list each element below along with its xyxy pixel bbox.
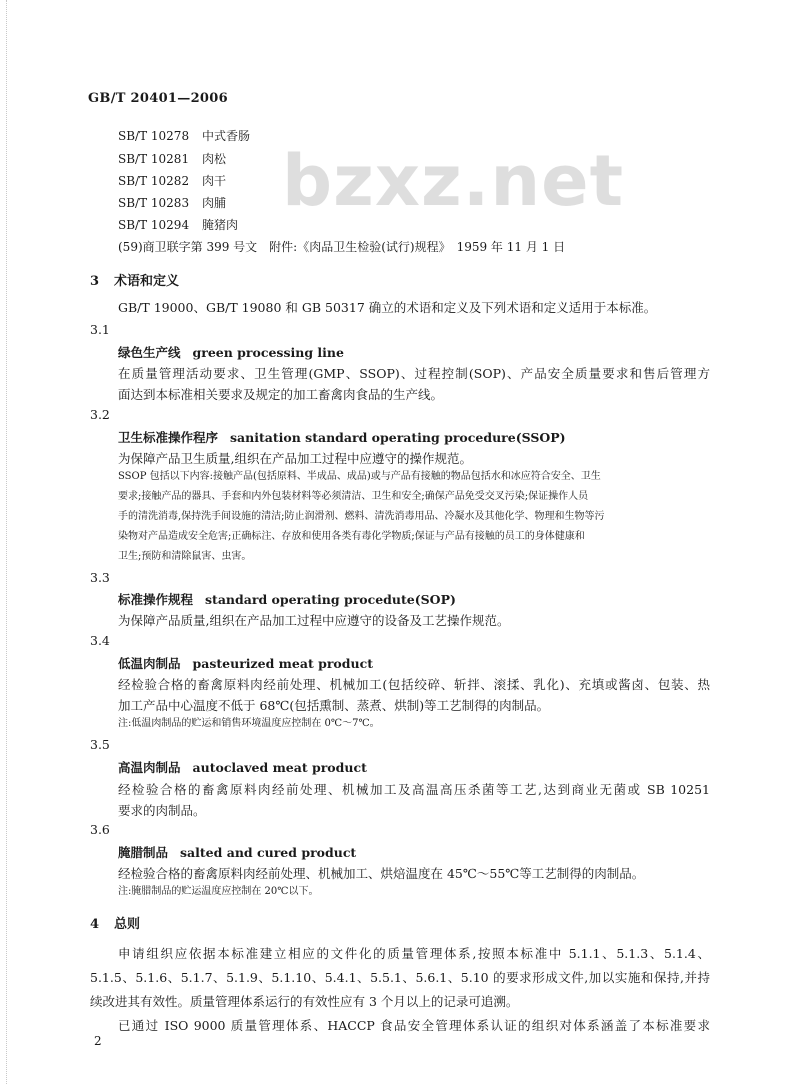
definition-line: 经检验合格的畜禽原料肉经前处理、机械加工及高温高压杀菌等工艺,达到商业无菌或 SB 10251 [118, 782, 710, 797]
term-english: salted and cured product [180, 845, 357, 860]
section-heading [90, 270, 179, 289]
term-chinese: 绿色生产线 [118, 345, 181, 360]
definition-line: 要求的肉制品。 [118, 803, 206, 818]
term-english: standard operating procedute(SOP) [205, 592, 456, 607]
reference-title: 肉脯 [202, 196, 227, 210]
reference-item [118, 150, 226, 167]
reference-code: SB/T 10294 [118, 218, 190, 232]
note-line: 染物对产品造成安全危害;正确标注、存放和使用各类有毒化学物质;保证与产品有接触的员工的身体健康和 [118, 531, 585, 542]
clause-number: 3.3 [90, 570, 110, 585]
term-heading [118, 590, 456, 608]
definition-line: 在质量管理活动要求、卫生管理(GMP、SSOP)、过程控制(SOP)、产品安全质量要求和售后管理方 [118, 366, 710, 381]
clause-number: 3.4 [90, 633, 110, 648]
reference-code: SB/T 10281 [118, 152, 190, 166]
term-heading [118, 758, 367, 776]
reference-code: SB/T 10282 [118, 174, 190, 188]
reference-title: 肉松 [202, 152, 227, 166]
reference-code: SB/T 10278 [118, 129, 190, 143]
reference-item [118, 172, 226, 189]
clause-number: 3.1 [90, 322, 110, 337]
definition-line: 经检验合格的畜禽原料肉经前处理、机械加工、烘焙温度在 45℃～55℃等工艺制得的肉制品。 [118, 866, 645, 881]
paragraph-line: 续改进其有效性。质量管理体系运行的有效性应有 3 个月以上的记录可追溯。 [90, 994, 519, 1009]
term-english: pasteurized meat product [192, 656, 373, 671]
definition-line: 加工产品中心温度不低于 68℃(包括熏制、蒸煮、烘制)等工艺制得的肉制品。 [118, 698, 550, 713]
section-number: 4 [90, 917, 100, 932]
term-english: autoclaved meat product [192, 760, 367, 775]
reference-item [118, 127, 250, 144]
definition-line: 为保障产品质量,组织在产品加工过程中应遵守的设备及工艺操作规范。 [118, 613, 510, 628]
paragraph-line: 申请组织应依据本标准建立相应的文件化的质量管理体系,按照本标准中 5.1.1、5.1.3、5.1.4、 [118, 946, 710, 961]
term-heading [118, 843, 356, 861]
note-line: 手的清洗消毒,保持洗手间设施的清洁;防止润滑剂、燃料、清洗消毒用品、冷凝水及其他化学、物理和生物等污 [118, 511, 605, 522]
term-english: sanitation standard operating procedure(SSOP) [230, 430, 566, 445]
section-title: 总则 [114, 917, 141, 932]
term-chinese: 腌腊制品 [118, 845, 169, 860]
term-chinese: 高温肉制品 [118, 760, 181, 775]
term-chinese: 卫生标准操作程序 [118, 430, 219, 445]
reference-code: SB/T 10283 [118, 196, 190, 210]
reference-title: 腌猪肉 [202, 218, 239, 232]
reference-item [118, 216, 238, 233]
clause-number: 3.2 [90, 407, 110, 422]
term-heading [118, 654, 373, 672]
watermark: bzxz.net [282, 140, 625, 222]
page-number: 2 [94, 1034, 102, 1048]
reference-title: 中式香肠 [202, 129, 251, 143]
term-heading [118, 343, 344, 361]
section-number: 3 [90, 274, 100, 289]
definition-line: 面达到本标准相关要求及规定的加工畜禽肉食品的生产线。 [118, 387, 444, 402]
note-line: SSOP 包括以下内容:接触产品(包括原料、半成品、成品)或与产品有接触的物品包括水和冰应符合安全、卫生 [118, 471, 601, 482]
section-intro: GB/T 19000、GB/T 19080 和 GB 50317 确立的术语和定义及下列术语和定义适用于本标准。 [118, 300, 657, 315]
clause-number: 3.5 [90, 737, 110, 752]
section-heading [90, 913, 140, 932]
section-title: 术语和定义 [114, 274, 180, 289]
standard-code-header: GB/T 20401—2006 [88, 91, 228, 106]
note-line: 要求;接触产品的器具、手套和内外包装材料等必须清洁、卫生和安全;确保产品免受交叉污染;保证操作人员 [118, 491, 589, 502]
paragraph-line: 5.1.5、5.1.6、5.1.7、5.1.9、5.1.10、5.4.1、5.5.1、5.6.1、5.10 的要求形成文件,加以实施和保持,并持 [90, 970, 710, 985]
paragraph-line: 已通过 ISO 9000 质量管理体系、HACCP 食品安全管理体系认证的组织对体系涵盖了本标准要求 [118, 1018, 710, 1033]
definition-line: 经检验合格的畜禽原料肉经前处理、机械加工(包括绞碎、斩拌、滚揉、乳化)、充填或酱卤、包装、热 [118, 677, 710, 692]
reference-item [118, 194, 226, 211]
definition-line: 为保障产品卫生质量,组织在产品加工过程中应遵守的操作规范。 [118, 451, 472, 466]
clause-number: 3.6 [90, 822, 110, 837]
note-line: 注:低温肉制品的贮运和销售环境温度应控制在 0℃～7℃。 [118, 718, 380, 729]
term-english: green processing line [192, 345, 344, 360]
term-chinese: 低温肉制品 [118, 656, 181, 671]
term-chinese: 标准操作规程 [118, 592, 194, 607]
note-line: 卫生;预防和清除鼠害、虫害。 [118, 551, 252, 562]
term-heading [118, 428, 566, 446]
scan-edge-border [6, 0, 9, 1084]
note-line: 注:腌腊制品的贮运温度应控制在 20℃以下。 [118, 886, 319, 897]
reference-title: 肉干 [202, 174, 227, 188]
reference-document: (59)商卫联字第 399 号文 附件:《肉品卫生检验(试行)规程》 1959 年 11 月 1 日 [118, 240, 566, 254]
